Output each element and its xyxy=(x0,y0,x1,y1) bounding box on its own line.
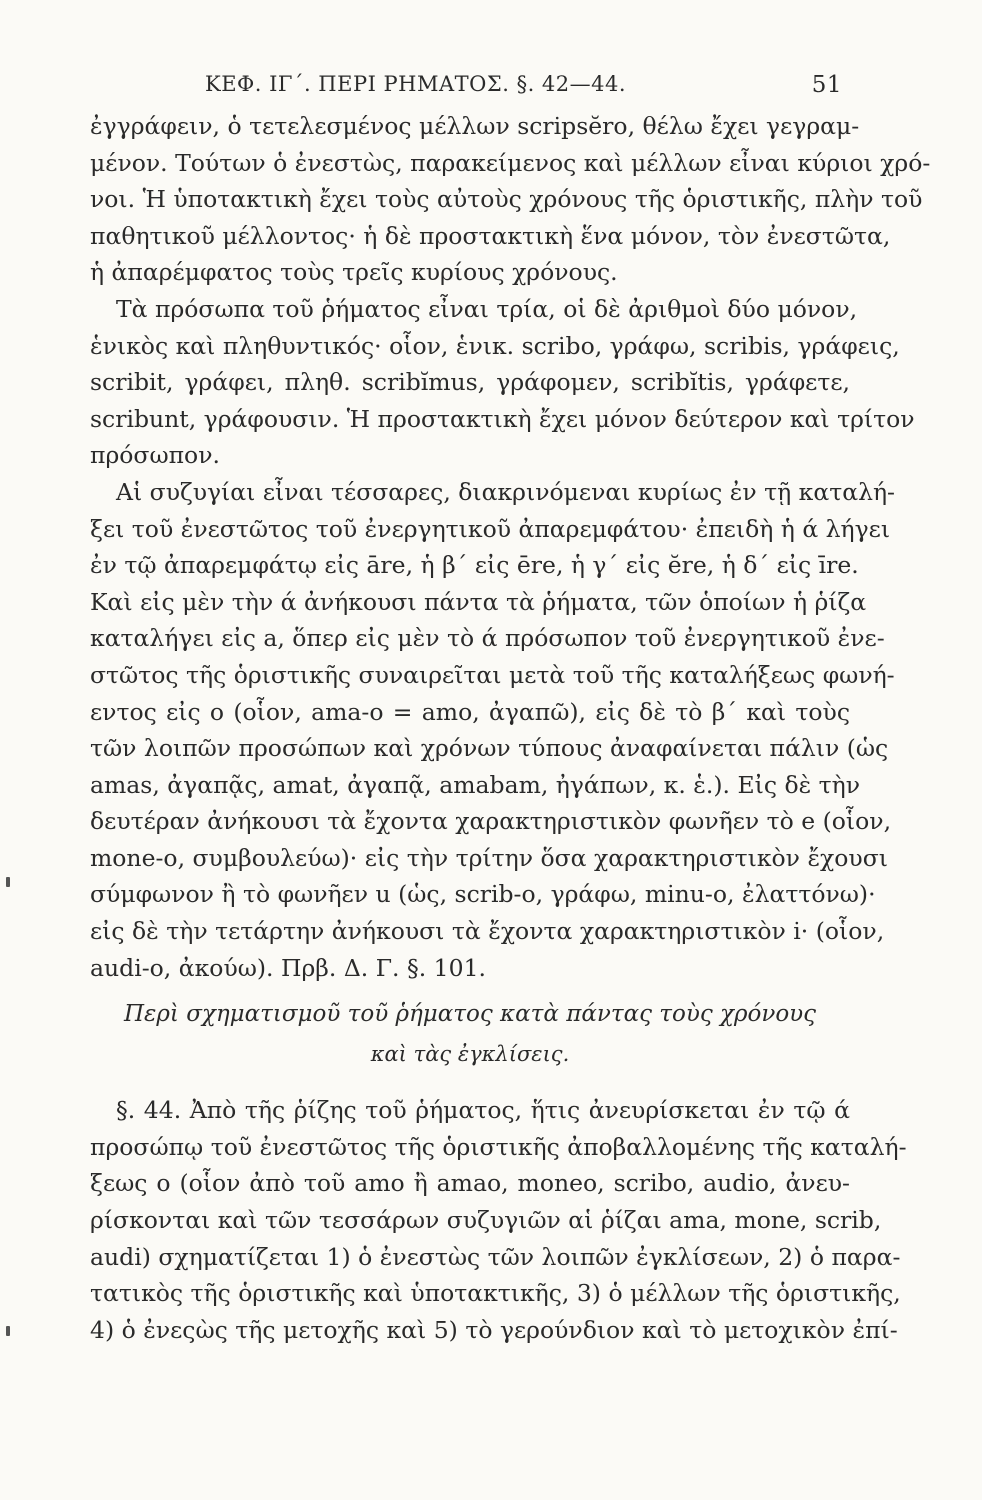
text-line: mone-o, συμβουλεύω)· εἰς τὴν τρίτην ὅσα χαρακτηριστικὸν ἔχουσι xyxy=(90,843,888,872)
paragraph-3 xyxy=(90,474,895,986)
text-line: ρίσκονται καὶ τῶν τεσσάρων συζυγιῶν αἱ ῥίζαι ama, mone, scrib, xyxy=(90,1206,882,1235)
text-line: εντος εἰς o (οἷον, ama-o = amo, ἀγαπῶ), εἰς δὲ τὸ β΄ καὶ τοὺς xyxy=(90,697,850,726)
margin-mark xyxy=(6,1326,10,1336)
running-title: ΚΕΦ. ΙΓ΄. ΠΕΡΙ ΡΗΜΑΤΟΣ. §. 42—44. xyxy=(205,72,627,96)
paragraph-1 xyxy=(90,108,931,291)
text-line: τῶν λοιπῶν προσώπων καὶ χρόνων τύπους ἀναφαίνεται πάλιν (ὡς xyxy=(90,734,889,763)
text-line: amas, ἀγαπᾷς, amat, ἀγαπᾷ, amabam, ἠγάπων, κ. ἑ.). Εἰς δὲ τὴν xyxy=(90,770,861,799)
text-line: audi-o, ἀκούω). Πρβ. Δ. Γ. §. 101. xyxy=(90,953,487,982)
text-line: σύμφωνον ἢ τὸ φωνῆεν u (ὡς, scrib-o, γράφω, minu-o, ἐλαττόνω)· xyxy=(90,880,876,909)
section-heading-continued: καὶ τὰς ἐγκλίσεις. xyxy=(370,1042,570,1067)
text-line: μένον. Τούτων ὁ ἐνεστὼς, παρακείμενος καὶ μέλλων εἶναι κύριοι χρό- xyxy=(90,148,931,177)
text-line: 4) ὁ ἐνεςὼς τῆς μετοχῆς καὶ 5) τὸ γερούνδιον καὶ τὸ μετοχικὸν ἐπί- xyxy=(90,1315,898,1344)
text-line: ἑνικὸς καὶ πληθυντικός· οἷον, ἑνικ. scribo, γράφω, scribis, γράφεις, xyxy=(90,331,900,360)
text-line: ξει τοῦ ἐνεστῶτος τοῦ ἐνεργητικοῦ ἀπαρεμφάτου· ἐπειδὴ ἡ ά λήγει xyxy=(90,514,891,543)
text-line: Τὰ πρόσωπα τοῦ ῥήματος εἶναι τρία, οἱ δὲ ἀριθμοὶ δύο μόνον, xyxy=(116,294,858,323)
page-number: 51 xyxy=(811,72,842,98)
text-line: ἐγγράφειν, ὁ τετελεσμένος μέλλων scripsĕro, θέλω ἔχει γεγραμ- xyxy=(90,112,860,140)
text-line: νοι. Ἡ ὑποτακτικὴ ἔχει τοὺς αὐτοὺς χρόνους τῆς ὁριστικῆς, πλὴν τοῦ xyxy=(90,185,923,214)
text-line: ἡ ἀπαρέμφατος τοὺς τρεῖς κυρίους χρόνους. xyxy=(90,258,618,287)
paragraph-4 xyxy=(90,1092,907,1348)
text-line: παθητικοῦ μέλλοντος· ἡ δὲ προστακτικὴ ἕνα μόνον, τὸν ἐνεστῶτα, xyxy=(90,221,891,250)
text-line: ξεως o (οἷον ἀπὸ τοῦ amo ἢ amao, moneo, scribo, audio, ἀνευ- xyxy=(90,1169,850,1198)
margin-mark xyxy=(6,877,10,887)
text-line: τατικὸς τῆς ὁριστικῆς καὶ ὑποτακτικῆς, 3) ὁ μέλλων τῆς ὁριστικῆς, xyxy=(90,1279,901,1308)
text-line: στῶτος τῆς ὁριστικῆς συναιρεῖται μετὰ τοῦ τῆς καταλήξεως φωνή- xyxy=(90,660,895,689)
text-line: Αἱ συζυγίαι εἶναι τέσσαρες, διακρινόμεναι κυρίως ἐν τῇ καταλή- xyxy=(116,477,895,506)
section-heading: Περὶ σχηματισμοῦ τοῦ ῥήματος κατὰ πάντας τοὺς χρόνους xyxy=(123,1001,817,1028)
text-line: καταλήγει εἰς a, ὅπερ εἰς μὲν τὸ ά πρόσωπον τοῦ ἐνεργητικοῦ ἐνε- xyxy=(90,624,885,653)
text-line: προσώπῳ τοῦ ἐνεστῶτος τῆς ὁριστικῆς ἀποβαλλομένης τῆς καταλή- xyxy=(90,1132,907,1161)
text-line: δευτέραν ἀνήκουσι τὰ ἔχοντα χαρακτηριστικὸν φωνῆεν τὸ e (οἷον, xyxy=(90,807,892,836)
paragraph-2 xyxy=(90,291,915,474)
book-page xyxy=(90,72,931,1348)
text-line: εἰς δὲ τὴν τετάρτην ἀνήκουσι τὰ ἔχοντα χαρακτηριστικὸν i· (οἷον, xyxy=(90,917,885,946)
text-line: πρόσωπον. xyxy=(90,441,220,470)
text-line: audi) σχηματίζεται 1) ὁ ἐνεστὼς τῶν λοιπῶν ἐγκλίσεων, 2) ὁ παρα- xyxy=(90,1242,901,1271)
text-line: §. 44. Ἀπὸ τῆς ῥίζης τοῦ ῥήματος, ἥτις ἀνευρίσκεται ἐν τῷ ά xyxy=(116,1096,850,1125)
page-header xyxy=(90,72,850,108)
text-line: ἐν τῷ ἀπαρεμφάτῳ εἰς āre, ἡ β΄ εἰς ēre, ἡ γ΄ εἰς ĕre, ἡ δ΄ εἰς īre. xyxy=(90,551,859,580)
text-line: scribunt, γράφουσιν. Ἡ προστακτικὴ ἔχει μόνον δεύτερον καὶ τρίτον xyxy=(90,404,915,433)
text-line: scribit, γράφει, πληθ. scribĭmus, γράφομεν, scribĭtis, γράφετε, xyxy=(90,368,850,397)
text-line: Καὶ εἰς μὲν τὴν ά ἀνήκουσι πάντα τὰ ῥήματα, τῶν ὁποίων ἡ ῥίζα xyxy=(90,587,867,616)
